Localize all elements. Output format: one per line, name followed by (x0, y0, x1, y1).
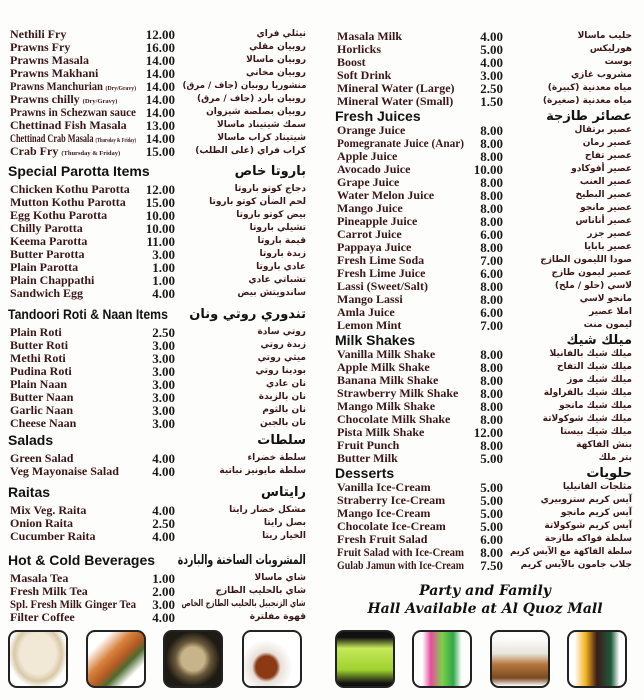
item-name-wrap (337, 95, 453, 108)
tea-photo-icon (242, 630, 302, 688)
menu-item (10, 417, 306, 430)
item-name-arabic: مثلجات الفانيليا (562, 482, 632, 492)
menu-section (337, 109, 632, 332)
item-price: 8.00 (480, 201, 503, 216)
section-header (10, 433, 306, 452)
item-price: 2.50 (152, 516, 175, 531)
item-name-wrap (337, 452, 398, 465)
item-name: Plain Roti (10, 325, 62, 339)
item-price: 7.50 (480, 558, 503, 573)
item-price: 1.50 (480, 94, 503, 109)
item-price: 15.00 (145, 144, 175, 159)
item-name-arabic: ميثي روتي (257, 353, 306, 363)
item-name-arabic: بيض كوتو باروتا (236, 210, 306, 220)
item-price: 14.00 (145, 79, 175, 94)
item-price: 2.50 (152, 325, 175, 340)
item-name: Prawns Manchurian (10, 79, 103, 93)
section-title-arabic: باروتا خاص (234, 164, 306, 179)
coffee-photo-icon (163, 630, 223, 688)
item-price: 3.00 (152, 597, 175, 612)
item-name: Vanilla Milk Shake (337, 347, 436, 361)
item-name: Chocolate Ice-Cream (337, 519, 446, 533)
item-name-arabic: روبيان بارد (جاف / مرق) (196, 94, 306, 104)
item-name: Garlic Naan (10, 403, 73, 417)
item-price: 8.00 (480, 347, 503, 362)
item-price: 8.00 (480, 240, 503, 255)
item-price: 16.00 (145, 40, 175, 55)
section-title: Salads (8, 432, 54, 448)
item-price: 3.00 (152, 351, 175, 366)
item-name-arabic: روبيان مقلي (249, 42, 306, 52)
item-name-arabic: شيتيناد كراب ماسالا (217, 133, 306, 143)
item-price: 3.00 (152, 416, 175, 431)
menu-item (10, 530, 306, 543)
item-name-arabic: ميلك شيك بالفراولة (543, 388, 632, 398)
item-name: Veg Mayonaise Salad (10, 464, 119, 478)
item-name-arabic: ميلك شيك بيستا (560, 427, 632, 437)
item-note: (Dry/Gravy) (82, 98, 118, 105)
item-name: Keema Parotta (10, 234, 88, 248)
item-name: Pomegranate Juice (Anar) (337, 136, 465, 150)
menu-item (337, 559, 632, 572)
item-name-arabic: ميلك شيك موز (567, 375, 632, 385)
item-price: 8.00 (480, 386, 503, 401)
item-name-arabic: عصير البطيخ (575, 190, 632, 200)
item-price: 8.00 (480, 399, 503, 414)
item-name-arabic: نان بالثوم (262, 405, 306, 415)
section-header (337, 466, 632, 481)
item-name-wrap (337, 319, 401, 332)
item-name: Butter Parotta (10, 247, 85, 261)
item-name: Apple Milk Shake (337, 360, 430, 374)
item-price: 7.00 (480, 253, 503, 268)
item-name: Masala Milk (337, 29, 402, 43)
item-name-arabic: آيس كريم مانجو (560, 508, 632, 518)
section-title-arabic: المشروبات الساخنة والباردة (177, 553, 306, 568)
item-name-arabic: ليمون منت (583, 320, 632, 330)
item-name: Amla Juice (337, 305, 395, 319)
item-name-arabic: حليب ماسالا (577, 31, 632, 41)
item-name-arabic: عصير ليمون طازج (551, 268, 632, 278)
item-note: (Dry/Gravy) (105, 85, 136, 92)
item-name-arabic: ميلك شيك شوكولاتة (542, 414, 632, 424)
item-price: 2.50 (480, 81, 503, 96)
section-title: Milk Shakes (335, 332, 416, 348)
menu-section (10, 433, 306, 478)
item-price: 8.00 (480, 373, 503, 388)
item-name-arabic: قيمة باروتا (257, 236, 306, 246)
item-name-wrap (10, 287, 83, 300)
item-name: Strawberry Milk Shake (337, 386, 459, 400)
section-title: Tandoori Roti & Naan Items (8, 306, 168, 322)
item-price: 8.00 (480, 136, 503, 151)
item-name: Fruit Salad with Ice-Cream (337, 545, 465, 559)
item-name: Fresh Lime Soda (337, 253, 425, 267)
item-name-arabic: عصير رمان (582, 138, 632, 148)
item-price: 15.00 (145, 195, 175, 210)
item-name: Water Melon Juice (337, 188, 435, 202)
promo-line-2: Hall Available at Al Quoz Mall (367, 601, 603, 617)
item-name: Spl. Fresh Milk Ginger Tea (10, 597, 137, 611)
item-name: Crab Fry (10, 144, 59, 158)
item-name-arabic: بصل رايتا (263, 518, 306, 528)
item-name: Nethili Fry (10, 27, 67, 41)
item-name-arabic: مياه معدنية (صغيرة) (542, 96, 632, 106)
item-price: 4.00 (152, 464, 175, 479)
item-name-arabic: ميلك شيك بالفانيلا (549, 349, 632, 359)
item-price: 12.00 (473, 425, 503, 440)
item-name-wrap (10, 417, 76, 430)
item-name-arabic: مشكل خضار رايتا (229, 505, 306, 515)
item-name: Butter Roti (10, 338, 69, 352)
item-price: 14.00 (145, 105, 175, 120)
item-name-arabic: منشوريا روبيان (جاف / مرق) (182, 81, 306, 91)
menu-item (337, 452, 632, 465)
item-price: 3.00 (152, 390, 175, 405)
section-title-arabic: سلطات (257, 433, 306, 448)
item-name: Pappaya Juice (337, 240, 412, 254)
item-name-arabic: روبيان ماسالا (246, 55, 306, 65)
item-price: 6.00 (480, 532, 503, 547)
item-price: 3.00 (152, 247, 175, 262)
item-name: Chettinad Fish Masala (10, 118, 127, 132)
item-name-arabic: عادي باروتا (256, 262, 306, 272)
chappathi-photo-icon (8, 630, 68, 688)
item-name: Green Salad (10, 451, 74, 465)
item-name: Fruit Punch (337, 438, 400, 452)
section-title-arabic: ميلك شيك (566, 333, 632, 348)
item-name-arabic: آيس كريم شوكولاتة (544, 521, 632, 531)
item-price: 10.00 (145, 208, 175, 223)
menu-item (10, 287, 306, 300)
section-header (337, 333, 632, 348)
item-name: Apple Juice (337, 149, 398, 163)
item-name: Pudina Roti (10, 364, 72, 378)
item-price: 12.00 (145, 27, 175, 42)
item-name-arabic: دجاج كوتو باروتا (234, 184, 306, 194)
section-title: Fresh Juices (335, 108, 421, 124)
item-name-wrap (10, 145, 120, 160)
item-name: Cucumber Raita (10, 529, 96, 543)
item-price: 5.00 (480, 493, 503, 508)
item-name: Chettinad Crab Masala (10, 131, 94, 145)
item-name-arabic: نان بالجبن (260, 418, 306, 428)
item-name-arabic: ميلك شيك مانجو (559, 401, 632, 411)
item-price: 8.00 (480, 123, 503, 138)
soft-drinks-photo-icon (567, 630, 627, 688)
item-price: 3.00 (152, 338, 175, 353)
section-title-arabic: حلويات (586, 466, 632, 481)
item-name-arabic: عصير برتقال (574, 125, 632, 135)
section-title: Hot & Cold Beverages (8, 552, 156, 568)
item-price: 7.00 (480, 318, 503, 333)
ice-cream-photo-icon (490, 630, 550, 688)
item-name: Pineapple Juice (337, 214, 418, 228)
item-name-arabic: سلطة مايونيز نباتية (219, 466, 306, 476)
item-name: Chocolate Milk Shake (337, 412, 451, 426)
section-header (10, 164, 306, 183)
item-price: 5.00 (480, 506, 503, 521)
item-name: Prawns Makhani (10, 66, 99, 80)
item-name-arabic: سلطة خضراء (247, 453, 306, 463)
item-name-arabic: هورليكس (589, 44, 632, 54)
item-name-arabic: بوست (604, 57, 632, 67)
section-title-arabic: رايتاس (261, 485, 306, 500)
item-price: 8.00 (480, 545, 503, 560)
section-title: Desserts (335, 465, 395, 481)
item-name: Methi Roti (10, 351, 66, 365)
item-price: 4.00 (152, 451, 175, 466)
item-name-arabic: شاي بالحليب الطازج (215, 586, 306, 596)
section-header (10, 485, 306, 504)
item-price: 6.00 (480, 305, 503, 320)
item-price: 4.00 (480, 29, 503, 44)
item-name: Avocado Juice (337, 162, 411, 176)
item-name: Fresh Lime Juice (337, 266, 426, 280)
item-price: 8.00 (480, 438, 503, 453)
item-price: 4.00 (152, 610, 175, 625)
item-name: Orange Juice (337, 123, 406, 137)
item-name: Lassi (Sweet/Salt) (337, 279, 428, 293)
item-price: 3.00 (480, 68, 503, 83)
item-price: 5.00 (480, 480, 503, 495)
menu-section (10, 553, 306, 624)
item-note: (Thursday & Friday) (61, 150, 121, 157)
item-name-arabic: بنش الفاكهة (576, 440, 632, 450)
item-name-wrap (10, 530, 95, 543)
menu-section (337, 333, 632, 465)
item-name: Horlicks (337, 42, 381, 56)
item-price: 6.00 (480, 227, 503, 242)
section-title-arabic: تندوري روتي ونان (189, 307, 306, 322)
item-name-arabic: قهوة مفلترة (249, 612, 306, 622)
item-name-arabic: تشيلي باروتا (249, 223, 306, 233)
item-name: Prawns in Schezwan sauce (10, 105, 136, 119)
item-name: Vanilla Ice-Cream (337, 480, 431, 494)
item-name-arabic: عصير جزر (587, 229, 632, 239)
item-price: 1.00 (152, 571, 175, 586)
item-price: 3.00 (152, 364, 175, 379)
item-price: 8.00 (480, 360, 503, 375)
lime-juice-photo-icon (335, 630, 395, 688)
item-name-arabic: لحم الضأن كوتو باروتا (209, 197, 306, 207)
item-name-arabic: روتي سادة (257, 327, 306, 337)
menu-item (10, 611, 306, 624)
item-price: 8.00 (480, 175, 503, 190)
item-name-arabic: عصير أفوكادو (571, 164, 632, 174)
item-price: 8.00 (480, 214, 503, 229)
item-price: 3.00 (152, 403, 175, 418)
item-name-arabic: تشباتي عادي (248, 275, 306, 285)
item-price: 8.00 (480, 292, 503, 307)
item-name: Butter Naan (10, 390, 74, 404)
item-price: 5.00 (480, 42, 503, 57)
section-title: Special Parotta Items (8, 163, 150, 179)
item-name-arabic: نان بالزبدة (258, 392, 306, 402)
item-name-arabic: بتر ملك (598, 453, 632, 463)
item-note: (Thursday & Friday) (95, 137, 137, 144)
item-price: 14.00 (145, 131, 175, 146)
item-name: Mineral Water (Small) (337, 94, 454, 108)
item-name: Onion Raita (10, 516, 74, 530)
item-name-arabic: ساندويتش بيض (237, 288, 306, 298)
item-price: 13.00 (145, 118, 175, 133)
menu-item (10, 145, 306, 158)
item-price: 12.00 (145, 182, 175, 197)
item-name: Fresh Milk Tea (10, 584, 88, 598)
item-name-arabic: ميلك شيك التفاح (557, 362, 632, 372)
item-name-arabic: شاي الزنجبيل بالحليب الطازج الخاص (181, 599, 306, 609)
item-name: Plain Naan (10, 377, 68, 391)
item-price: 2.00 (152, 584, 175, 599)
item-price: 3.00 (152, 377, 175, 392)
item-price: 6.00 (480, 266, 503, 281)
item-price: 8.00 (480, 412, 503, 427)
item-name-arabic: شاي ماسالا (254, 573, 306, 583)
juice-glasses-photo-icon (412, 630, 472, 688)
item-name: Mango Ice-Cream (337, 506, 431, 520)
item-name: Mutton Kothu Parotta (10, 195, 126, 209)
item-price: 10.00 (473, 162, 503, 177)
item-name-arabic: صودا الليمون الطازج (540, 255, 632, 265)
item-name: Mineral Water (Large) (337, 81, 455, 95)
item-name-arabic: عصير العنب (579, 177, 632, 187)
section-header (10, 553, 306, 572)
item-name: Plain Chappathi (10, 273, 95, 287)
item-name: Filter Coffee (10, 610, 75, 624)
item-name: Butter Milk (337, 451, 398, 465)
item-name-wrap (10, 611, 75, 624)
item-name-arabic: زبدة روتي (260, 340, 306, 350)
item-name-arabic: روبيان مخاني (246, 68, 306, 78)
item-name-arabic: نيثلي فراي (256, 29, 306, 39)
menu-section (10, 164, 306, 300)
menu-section (10, 28, 306, 158)
menu-section (337, 30, 632, 108)
item-price: 8.00 (480, 279, 503, 294)
item-name: Pista Milk Shake (337, 425, 425, 439)
item-name: Prawns Fry (10, 40, 71, 54)
item-name-arabic: كراب فراي (على الطلب) (195, 146, 306, 156)
item-name: Mango Milk Shake (337, 399, 436, 413)
item-price: 14.00 (145, 92, 175, 107)
item-name-arabic: آيس كريم ستروبيري (540, 495, 632, 505)
item-name: Prawns chilly (10, 92, 80, 106)
item-price: 11.00 (146, 234, 175, 249)
section-title-arabic: عصائر طازجة (546, 109, 632, 124)
item-name: Mix Veg. Raita (10, 503, 87, 517)
item-name: Mango Juice (337, 201, 403, 215)
item-name-arabic: جلاب جامون بالآيس كريم (520, 560, 632, 570)
item-price: 5.00 (480, 519, 503, 534)
item-price: 1.00 (152, 260, 175, 275)
item-name-arabic: سلطة فواكه طازجة (544, 534, 632, 544)
item-name-arabic: زبدة باروتا (259, 249, 306, 259)
menu-item (337, 95, 632, 108)
item-name: Sandwich Egg (10, 286, 84, 300)
item-price: 14.00 (145, 53, 175, 68)
item-price: 1.00 (152, 273, 175, 288)
menu-item (337, 319, 632, 332)
item-name: Prawns Masala (10, 53, 89, 67)
item-price: 4.00 (480, 55, 503, 70)
item-price: 10.00 (145, 221, 175, 236)
item-name-arabic: روبيان بصلصة شيزوان (206, 107, 306, 117)
item-name: Boost (337, 55, 366, 69)
item-price: 14.00 (145, 66, 175, 81)
item-price: 8.00 (480, 149, 503, 164)
item-name: Plain Parotta (10, 260, 79, 274)
item-name: Banana Milk Shake (337, 373, 439, 387)
item-name-arabic: لاسي (حلو / ملح) (554, 281, 632, 291)
item-name: Grape Juice (337, 175, 400, 189)
item-name-arabic: سلطة الفاكهة مع الآيس كريم (510, 547, 632, 557)
item-name: Fresh Fruit Salad (337, 532, 428, 546)
menu-section (10, 485, 306, 543)
section-header (337, 109, 632, 124)
item-name-arabic: عصير تفاح (584, 151, 632, 161)
item-name-arabic: عصير بابايا (584, 242, 632, 252)
promo-line-1: Party and Family (419, 583, 551, 599)
item-name-arabic: مشروب غازي (570, 70, 632, 80)
item-name: Masala Tea (10, 571, 69, 585)
item-name: Egg Kothu Parotta (10, 208, 108, 222)
item-name-arabic: سمك شيتيناد ماسالا (217, 120, 306, 130)
item-name-wrap (10, 465, 119, 478)
item-name-arabic: نان عادي (266, 379, 306, 389)
item-name-wrap (337, 559, 464, 572)
item-name-arabic: املا عصير (589, 307, 632, 317)
item-name: Gulab Jamun with Ice-Cream (337, 558, 465, 572)
item-name-arabic: عصير أناناس (575, 216, 632, 226)
item-name: Carrot Juice (337, 227, 402, 241)
item-name-arabic: عصير مانجو (580, 203, 632, 213)
item-name-arabic: بودينا روتي (255, 366, 306, 376)
item-name: Mango Lassi (337, 292, 403, 306)
item-name-arabic: مياه معدنية (كبيرة) (547, 83, 632, 93)
menu-item (10, 465, 306, 478)
item-name-arabic: الخيار ريتا (262, 531, 306, 541)
item-name: Chicken Kothu Parotta (10, 182, 130, 196)
item-price: 8.00 (480, 188, 503, 203)
menu-section (337, 466, 632, 572)
item-name: Cheese Naan (10, 416, 77, 430)
item-name: Lemon Mint (337, 318, 402, 332)
section-title: Raitas (8, 484, 51, 500)
item-name: Soft Drink (337, 68, 392, 82)
item-price: 4.00 (152, 286, 175, 301)
item-price: 4.00 (152, 503, 175, 518)
item-price: 4.00 (152, 529, 175, 544)
item-name-arabic: مانجو لاسي (579, 294, 632, 304)
item-name: Straberry Ice-Cream (337, 493, 446, 507)
menu-section (10, 307, 306, 430)
section-header (10, 307, 306, 326)
dosa-photo-icon (86, 630, 146, 688)
item-price: 5.00 (480, 451, 503, 466)
item-name: Chilly Parotta (10, 221, 83, 235)
